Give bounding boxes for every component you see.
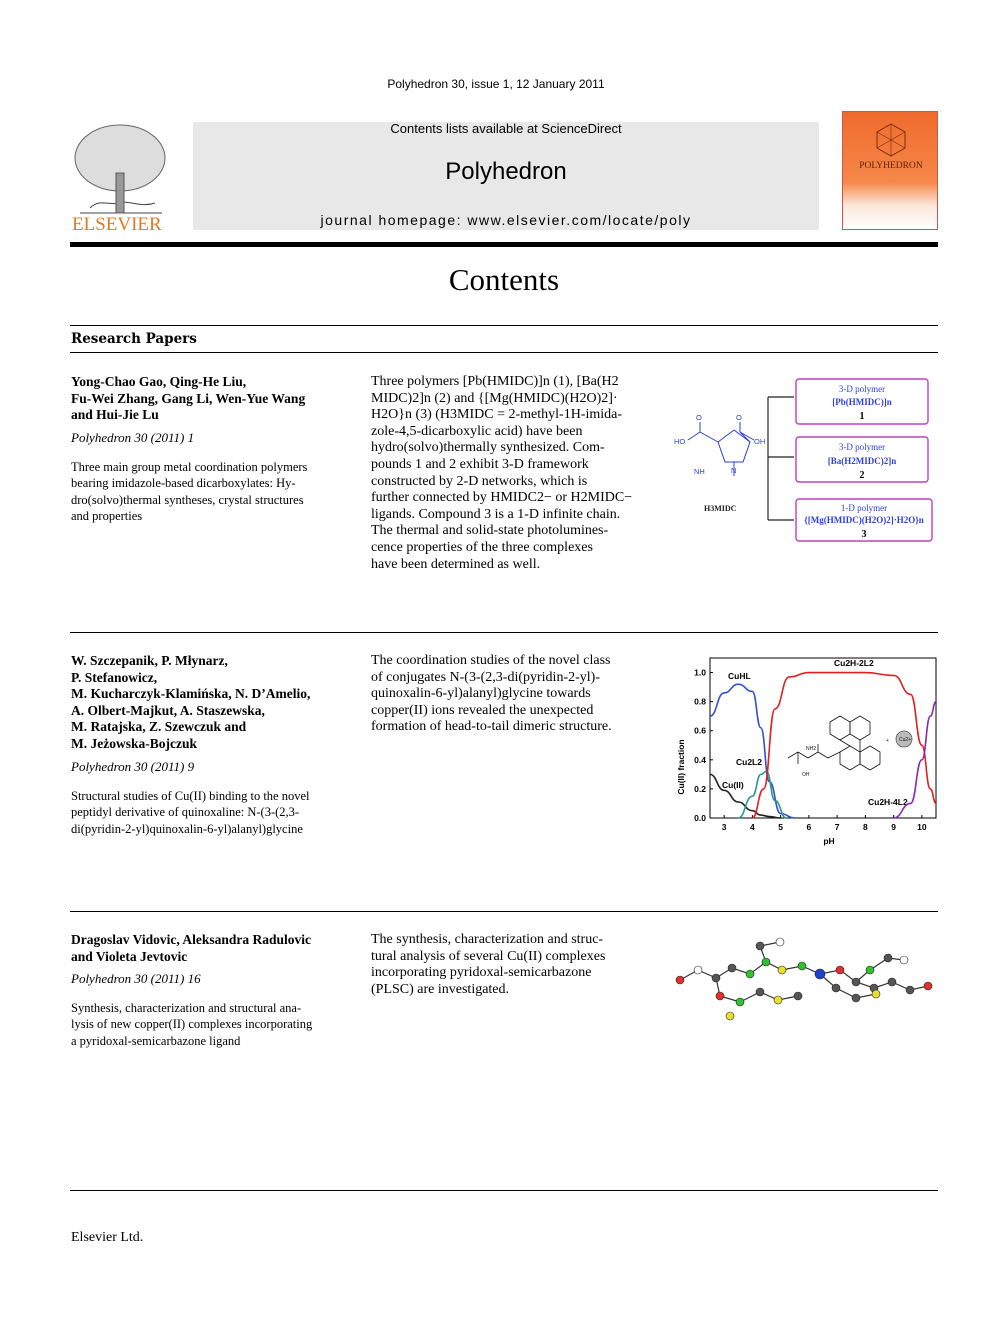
svg-text:[Pb(HMIDC)]n: [Pb(HMIDC)]n	[832, 397, 892, 407]
molecule-nh2: NH2	[806, 746, 817, 752]
y-tick-label: 1.0	[694, 667, 706, 678]
article-2-title[interactable]: Structural studies of Cu(II) binding to the novel peptidyl derivative of quinoxaline: N-(3-(2,3- di(pyridin-2-yl)quinoxalin-6-yl)alanyl)glycine	[71, 789, 310, 836]
speciation-chart	[670, 652, 940, 852]
molecule-cu: Cu2+	[899, 737, 912, 743]
label-cuhl: CuHL	[728, 671, 751, 681]
article-1-authors[interactable]: Yong-Chao Gao, Qing-He Liu, Fu-Wei Zhang, Gang Li, Wen-Yue Wang and Hui-Jie Lu	[71, 374, 306, 422]
article-3-authors[interactable]: Dragoslav Vidovic, Aleksandra Radulovic and Violeta Jevtovic	[71, 932, 312, 964]
y-tick-label: 0.0	[694, 813, 706, 823]
x-tick-label: 9	[891, 822, 896, 832]
y-tick-label: 0.2	[694, 783, 706, 794]
journal-issue-line: Polyhedron 30, issue 1, 12 January 2011	[387, 77, 605, 91]
article-2-abstract: The coordination studies of the novel class of conjugates N-(3-(2,3-di(pyridin-2-yl)- quinoxalin-6-yl)alanyl)glycine towards copper(II) ions revealed the unexpected formation of head-to-tail dimeric structure.	[371, 653, 612, 735]
article-3-abstract: The synthesis, characterization and struc- tural analysis of several Cu(II) complexes incorporating pyridoxal-semicarbazone (PLSC) are investigated.	[371, 932, 606, 997]
svg-text:{[Mg(HMIDC)(H2O)2]·H2O}n: {[Mg(HMIDC)(H2O)2]·H2O}n	[804, 515, 924, 525]
x-tick-label: 5	[778, 822, 783, 832]
polymer-box-2	[796, 437, 928, 482]
label-cu2l2: Cu2L2	[736, 757, 762, 767]
contents-lists-note: Contents lists available at ScienceDirect	[390, 121, 622, 136]
label-cu2h2l2: Cu2H-2L2	[834, 658, 874, 668]
article-1-title[interactable]: Three main group metal coordination polymers bearing imidazole-based dicarboxylates: Hy- dro(solvo)thermal syntheses, crystal structures and properties	[71, 460, 308, 523]
polymer-box-1	[796, 379, 928, 424]
svg-text:1-D polymer: 1-D polymer	[840, 503, 888, 513]
atom-oh: OH	[754, 437, 766, 446]
article-1-rule	[70, 632, 938, 633]
article-1-graphical-abstract	[670, 374, 938, 549]
x-tick-label: 7	[834, 822, 840, 832]
article-2-authors[interactable]: W. Szczepanik, P. Młynarz, P. Stefanowicz, M. Kucharczyk-Klamińska, N. D’Amelio, A. Olbert-Majkut, A. Staszewska, M. Ratajska, Z. Szewczuk and M. Jeżowska-Bojczuk	[71, 653, 311, 751]
bracket-connector	[768, 397, 794, 520]
x-tick-label: 10	[917, 822, 927, 832]
svg-text:3-D polymer: 3-D polymer	[838, 442, 886, 452]
journal-cover-thumbnail	[842, 111, 938, 230]
x-tick-label: 6	[806, 822, 812, 832]
molecule-plus: +	[886, 738, 889, 744]
elsevier-tree-logo	[70, 118, 172, 236]
x-tick-label: 8	[863, 822, 868, 832]
elsevier-wordmark: ELSEVIER	[72, 214, 162, 235]
x-axis-label: pH	[823, 836, 835, 846]
article-3-citation[interactable]: Polyhedron 30 (2011) 16	[71, 971, 201, 986]
quinoxaline-molecule-inset	[788, 716, 912, 770]
atom-n: N	[731, 466, 737, 475]
svg-text:3: 3	[861, 529, 867, 540]
atom-o-left: O	[696, 413, 702, 422]
y-axis-label: Cu(II) fraction	[676, 739, 686, 795]
series-line-cuhl	[710, 684, 795, 818]
y-tick-label: 0.4	[694, 754, 706, 765]
svg-text:1: 1	[859, 411, 865, 422]
atom-nh: NH	[694, 467, 705, 476]
svg-text:[Ba(H2MIDC)2]n: [Ba(H2MIDC)2]n	[827, 456, 897, 466]
y-tick-label: 0.6	[694, 725, 706, 736]
section-rule-bottom	[70, 352, 938, 353]
svg-text:3-D polymer: 3-D polymer	[838, 384, 886, 394]
ligand-label: H3MIDC	[704, 504, 737, 513]
atom-o-right: O	[736, 413, 742, 422]
crystal-structure-graphic	[670, 930, 940, 1030]
publisher-footer: Elsevier Ltd.	[71, 1230, 144, 1245]
header-rule	[70, 242, 938, 247]
atom-ho: HO	[674, 437, 686, 446]
y-tick-label: 0.8	[694, 696, 706, 707]
svg-text:2: 2	[859, 470, 865, 481]
article-2-citation[interactable]: Polyhedron 30 (2011) 9	[71, 759, 195, 774]
journal-homepage[interactable]: journal homepage: www.elsevier.com/locate/poly	[320, 212, 692, 228]
x-tick-label: 4	[750, 822, 755, 832]
section-heading: Research Papers	[71, 331, 197, 347]
cover-polyhedron-icon	[843, 112, 939, 231]
molecule-oh: OH	[802, 772, 810, 778]
label-cu2h4l2: Cu2H-4L2	[868, 797, 908, 807]
polymer-box-3	[796, 499, 932, 541]
contents-heading: Contents	[448, 262, 560, 297]
section-rule-top	[70, 325, 938, 326]
article-2-rule	[70, 911, 938, 912]
journal-title: Polyhedron	[445, 158, 567, 185]
article-1-abstract: Three polymers [Pb(HMIDC)]n (1), [Ba(H2 MIDC)2]n (2) and {[Mg(HMIDC)(H2O)2]· H2O}n (3) (H3MIDC = 2-methyl-1H-imida- zole-4,5-dicarboxylic acid) have been hydro(solvo)thermally synthesized. Com- pounds 1 and 2 exhibit 3-D framework constructed by 2-D networks, which is further connected by HMIDC2− or H2MIDC− ligands. Compound 3 is a 1-D infinite chain. The thermal and solid-state photolumines- cence properties of the three complexes have been determined as well.	[371, 374, 633, 572]
article-3-title[interactable]: Synthesis, characterization and structural ana- lysis of new copper(II) complexes incorporating a pyridoxal-semicarbazone ligand	[71, 1001, 313, 1048]
x-tick-label: 3	[721, 822, 727, 832]
cover-title: POLYHEDRON	[859, 161, 923, 171]
label-cuii: Cu(II)	[722, 780, 744, 790]
article-3-rule	[70, 1190, 938, 1191]
article-1-citation[interactable]: Polyhedron 30 (2011) 1	[71, 430, 195, 445]
